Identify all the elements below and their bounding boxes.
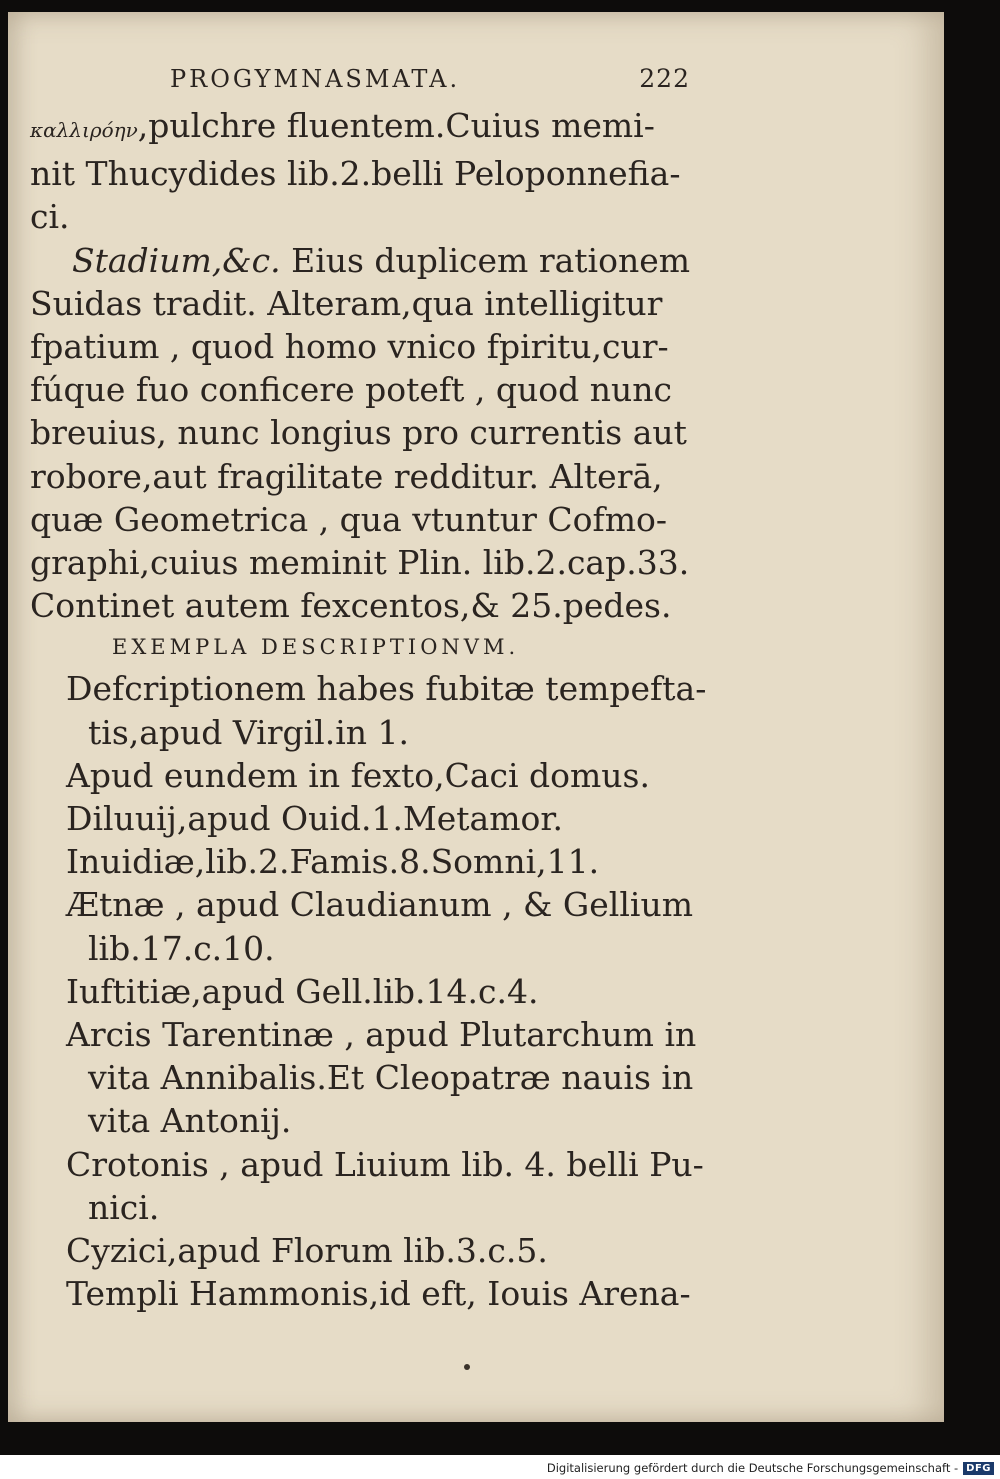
- example-line: Defcriptionem habes fubitæ tempefta-: [66, 669, 707, 709]
- text-line: nit Thucydides lib.2.belli Peloponnefia-: [30, 154, 681, 194]
- text-line: [30, 239, 690, 282]
- text-line: robore,aut fragilitate redditur. Alterā,: [30, 456, 663, 496]
- book-page: [8, 12, 944, 1422]
- page-text: [30, 64, 707, 1315]
- text-line: Suidas tradit. Alteram,qua intelligitur: [30, 283, 663, 323]
- example-line: nici.: [88, 1187, 160, 1227]
- example-line: Apud eundem in fexto,Caci domus.: [66, 755, 650, 795]
- greek-word: καλλιρόην: [30, 118, 138, 142]
- text-line: fpatium , quod homo vnico fpiritu,cur-: [30, 327, 669, 367]
- example-line: Inuidiæ,lib.2.Famis.8.Somni,11.: [66, 842, 600, 882]
- examples-list: [30, 667, 707, 1315]
- example-line: Crotonis , apud Liuium lib. 4. belli Pu-: [66, 1144, 704, 1184]
- text-line: quæ Geometrica , qua vtuntur Cofmo-: [30, 499, 668, 539]
- text-line: fúque fuo conficere poteft , quod nunc: [30, 370, 672, 410]
- example-line: vita Antonij.: [88, 1101, 292, 1141]
- funding-credit: Digitalisierung gefördert durch die Deutsche Forschungsgemeinschaft -: [546, 1461, 959, 1475]
- text-line: breuius, nunc longius pro currentis aut: [30, 413, 687, 453]
- page-number: 222: [639, 64, 690, 93]
- example-line: Templi Hammonis,id eft, Iouis Arena-: [66, 1274, 691, 1314]
- footer-credit: [547, 1460, 994, 1476]
- example-line: Diluuij,apud Ouid.1.Metamor.: [66, 799, 564, 839]
- text-line-content: Eius duplicem rationem: [280, 240, 691, 280]
- lemma: Stadium,&c.: [72, 240, 281, 280]
- text-line: Continet autem fexcentos,& 25.pedes.: [30, 586, 672, 626]
- running-title: PROGYMNASMATA.: [170, 65, 461, 93]
- example-line: lib.17.c.10.: [88, 928, 275, 968]
- ink-dot: [464, 1364, 470, 1370]
- text-line: ci.: [30, 197, 70, 237]
- running-header: [170, 64, 690, 104]
- example-line: Iuftitiæ,apud Gell.lib.14.c.4.: [66, 971, 539, 1011]
- text-line: [30, 104, 690, 152]
- example-line: Arcis Tarentinæ , apud Plutarchum in: [66, 1015, 697, 1055]
- example-line: Cyzici,apud Florum lib.3.c.5.: [66, 1231, 548, 1271]
- text-line: graphi,cuius meminit Plin. lib.2.cap.33.: [30, 543, 690, 583]
- section-heading: EXEMPLA DESCRIPTIONVM.: [112, 635, 520, 660]
- dfg-logo: DFG: [963, 1462, 994, 1475]
- example-line: vita Annibalis.Et Cleopatræ nauis in: [88, 1058, 694, 1098]
- text-line-content: ,pulchre fluentem.Cuius memi-: [137, 106, 655, 145]
- example-line: tis,apud Virgil.in 1.: [88, 712, 409, 752]
- example-line: Ætnæ , apud Claudianum , & Gellium: [66, 885, 694, 925]
